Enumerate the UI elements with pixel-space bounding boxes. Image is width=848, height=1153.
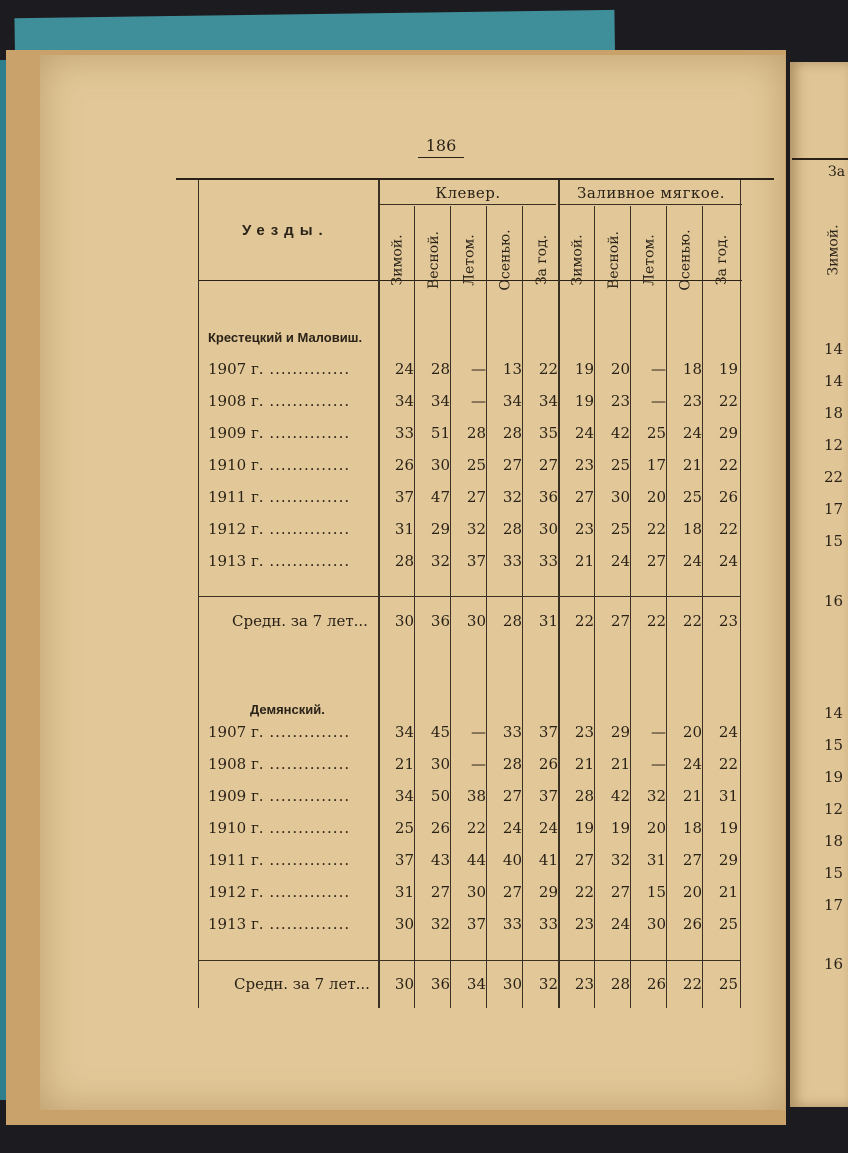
right-page-value: 12 [824,800,844,818]
table-cell: 20 [646,819,666,837]
table-cell: 27 [502,456,522,474]
row-label: 1913 г. .............. [208,915,351,933]
row-label: 1909 г. .............. [208,424,351,442]
average-cell: 25 [718,975,738,993]
table-cell: 38 [466,787,486,805]
table-cell: 34 [394,723,414,741]
average-cell: 22 [682,612,702,630]
table-cell: 22 [718,392,738,410]
column-header: Весной. [606,231,622,289]
table-cell: 25 [718,915,738,933]
table-cell: 17 [646,456,666,474]
table-cell: 18 [682,360,702,378]
table-cell: 29 [430,520,450,538]
table-cell: 21 [682,456,702,474]
table-cell: 27 [574,851,594,869]
table-cell: 22 [466,819,486,837]
table-cell: 21 [718,883,738,901]
column-header: Осенью. [498,229,515,291]
table-cell: 27 [538,456,558,474]
table-cell: 22 [718,456,738,474]
group-underline-1 [380,204,556,205]
average-cell: 31 [538,612,558,630]
right-page-value: 18 [824,832,844,850]
column-header: Весной. [426,231,442,289]
column-header: Летом. [642,234,659,286]
average-label: Средн. за 7 лет... [232,612,368,630]
table-cell: 40 [502,851,522,869]
table-cell: 24 [682,424,702,442]
column-header: За год. [534,234,551,286]
table-cell: 21 [682,787,702,805]
table-cell: 27 [430,883,450,901]
uezdy-header: Уезды. [242,222,329,239]
table-cell: 28 [502,424,522,442]
column-header: Зимой. [570,234,586,286]
table-cell: 24 [610,915,630,933]
row-label: 1909 г. .............. [208,787,351,805]
column-rule [630,206,631,1008]
table-cell: 30 [430,755,450,773]
table-cell: 23 [574,723,594,741]
column-rule [594,206,595,1008]
table-cell: 19 [574,819,594,837]
table-cell: 37 [538,787,558,805]
table-cell: 25 [610,456,630,474]
table-cell: 21 [610,755,630,773]
table-cell: 24 [682,755,702,773]
average-cell: 36 [430,612,450,630]
group-header-meadow: Заливное мягкое. [577,184,725,202]
table-cell: 22 [538,360,558,378]
table-cell: 30 [538,520,558,538]
average-cell: 27 [610,612,630,630]
table-cell: 23 [574,915,594,933]
right-page-value: 15 [824,532,844,550]
table-cell: 34 [394,787,414,805]
table-cell: 25 [610,520,630,538]
average-cell: 36 [430,975,450,993]
table-cell: — [651,723,666,741]
table-cell: — [651,360,666,378]
table-cell: — [651,392,666,410]
column-rule [414,206,415,1008]
table-cell: 33 [538,915,558,933]
table-cell: 23 [574,520,594,538]
table-cell: 31 [718,787,738,805]
table-cell: 20 [682,723,702,741]
table-cell: 42 [610,787,630,805]
table-cell: 24 [682,552,702,570]
table-cell: 33 [538,552,558,570]
right-page-top-rule [792,158,848,160]
table-cell: 50 [430,787,450,805]
row-label: 1911 г. .............. [208,851,351,869]
column-header: За год. [714,234,731,286]
table-cell: 26 [430,819,450,837]
right-page-value: 17 [824,896,844,914]
table-cell: 33 [502,552,522,570]
section-title: Крестецкий и Маловиш. [208,330,363,345]
page-number: 186 [418,136,464,158]
table-cell: 45 [430,723,450,741]
table-cell: 28 [430,360,450,378]
table-cell: — [471,392,486,410]
right-page-average: 16 [824,955,844,973]
table-cell: 27 [646,552,666,570]
table-cell: 34 [502,392,522,410]
average-cell: 30 [394,975,414,993]
group-underline-2 [560,204,742,205]
table-cell: 28 [502,755,522,773]
right-page-value: 19 [824,768,844,786]
average-separator [198,960,740,961]
table-cell: 34 [430,392,450,410]
table-cell: 19 [718,360,738,378]
table-cell: 33 [502,915,522,933]
table-cell: 32 [466,520,486,538]
right-page-value: 14 [824,340,844,358]
row-label: 1912 г. .............. [208,883,351,901]
right-page-value: 17 [824,500,844,518]
table-cell: 32 [430,552,450,570]
table-cell: 22 [718,755,738,773]
table-cell: 26 [538,755,558,773]
table-cell: 34 [538,392,558,410]
table-cell: 27 [502,787,522,805]
right-page-average: 16 [824,592,844,610]
table-cell: 27 [502,883,522,901]
table-cell: 15 [646,883,666,901]
table-cell: 30 [610,488,630,506]
right-page-value: 15 [824,736,844,754]
table-cell: 28 [394,552,414,570]
table-cell: 23 [574,456,594,474]
table-cell: 31 [394,520,414,538]
table-cell: 24 [610,552,630,570]
column-header: Летом. [462,234,479,286]
table-cell: 24 [502,819,522,837]
right-page-column-header: Зимой. [826,224,842,276]
table-cell: 28 [502,520,522,538]
table-cell: 20 [682,883,702,901]
average-separator [198,596,740,597]
table-cell: 36 [538,488,558,506]
table-cell: 32 [610,851,630,869]
table-cell: 27 [610,883,630,901]
table-cell: 32 [430,915,450,933]
column-rule [450,206,451,1008]
table-cell: 29 [718,424,738,442]
column-rule [522,206,523,1008]
table-cell: 41 [538,851,558,869]
table-top-rule [176,178,774,180]
row-label: 1908 г. .............. [208,392,351,410]
row-label: 1911 г. .............. [208,488,351,506]
table-cell: 29 [718,851,738,869]
table-cell: 19 [574,360,594,378]
table-cell: — [651,755,666,773]
row-label: 1910 г. .............. [208,819,351,837]
table-cell: 22 [574,883,594,901]
table-cell: 19 [610,819,630,837]
average-cell: 32 [538,975,558,993]
table-cell: 37 [466,915,486,933]
table-cell: 47 [430,488,450,506]
table-cell: 33 [394,424,414,442]
row-label: 1912 г. .............. [208,520,351,538]
table-cell: 26 [394,456,414,474]
table-cell: 37 [394,851,414,869]
table-cell: 30 [430,456,450,474]
table-cell: 23 [682,392,702,410]
table-cell: 29 [538,883,558,901]
table-cell: 28 [574,787,594,805]
table-cell: 37 [394,488,414,506]
table-cell: 20 [646,488,666,506]
table-cell: 26 [682,915,702,933]
table-cell: 18 [682,819,702,837]
average-cell: 22 [682,975,702,993]
table-cell: 23 [610,392,630,410]
average-cell: 23 [718,612,738,630]
table-cell: 13 [502,360,522,378]
average-cell: 28 [610,975,630,993]
right-page-group-header: За [828,164,846,180]
table-cell: 31 [394,883,414,901]
table-cell: 21 [394,755,414,773]
table-cell: 32 [646,787,666,805]
table-cell: 22 [646,520,666,538]
table-cell: 30 [394,915,414,933]
table-cell: 35 [538,424,558,442]
column-rule [666,206,667,1008]
table-cell: 33 [502,723,522,741]
table-cell: 27 [574,488,594,506]
table-cell: 20 [610,360,630,378]
table-cell: 29 [610,723,630,741]
table-cell: — [471,360,486,378]
average-cell: 34 [466,975,486,993]
table-cell: 27 [682,851,702,869]
table-cell: 24 [718,723,738,741]
row-label: 1913 г. .............. [208,552,351,570]
table-cell: 25 [682,488,702,506]
average-cell: 26 [646,975,666,993]
table-cell: 22 [718,520,738,538]
column-rule [486,206,487,1008]
row-label: 1907 г. .............. [208,360,351,378]
table-cell: 37 [466,552,486,570]
right-page-value: 12 [824,436,844,454]
average-cell: 23 [574,975,594,993]
column-rule [198,180,199,1008]
average-cell: 22 [574,612,594,630]
table-cell: 34 [394,392,414,410]
table-cell: 25 [394,819,414,837]
table-cell: 30 [466,883,486,901]
table-cell: 37 [538,723,558,741]
column-header: Зимой. [390,234,406,286]
table-cell: 43 [430,851,450,869]
table-cell: 24 [574,424,594,442]
average-cell: 28 [502,612,522,630]
right-page-value: 14 [824,704,844,722]
table-cell: 19 [718,819,738,837]
average-cell: 22 [646,612,666,630]
table-cell: 24 [718,552,738,570]
row-label: 1907 г. .............. [208,723,351,741]
group-header-clover: Клевер. [435,184,501,202]
right-page-value: 18 [824,404,844,422]
table-cell: 26 [718,488,738,506]
table-cell: — [471,723,486,741]
average-cell: 30 [394,612,414,630]
row-label: 1908 г. .............. [208,755,351,773]
table-cell: 24 [394,360,414,378]
table-cell: 19 [574,392,594,410]
table-cell: 32 [502,488,522,506]
column-rule [740,180,741,1008]
table-cell: 21 [574,755,594,773]
table-cell: 28 [466,424,486,442]
table-cell: — [471,755,486,773]
table-cell: 25 [466,456,486,474]
average-label: Средн. за 7 лет... [234,975,370,993]
column-header: Осенью. [678,229,695,291]
table-cell: 44 [466,851,486,869]
right-page-value: 22 [824,468,844,486]
right-page-value: 15 [824,864,844,882]
column-rule [702,206,703,1008]
section-title: Демянский. [250,702,325,717]
table-cell: 24 [538,819,558,837]
average-cell: 30 [466,612,486,630]
table-cell: 30 [646,915,666,933]
table-cell: 31 [646,851,666,869]
average-cell: 30 [502,975,522,993]
right-page-value: 14 [824,372,844,390]
table-cell: 18 [682,520,702,538]
row-label: 1910 г. .............. [208,456,351,474]
table-cell: 27 [466,488,486,506]
table-cell: 21 [574,552,594,570]
table-cell: 42 [610,424,630,442]
table-cell: 51 [430,424,450,442]
table-cell: 25 [646,424,666,442]
